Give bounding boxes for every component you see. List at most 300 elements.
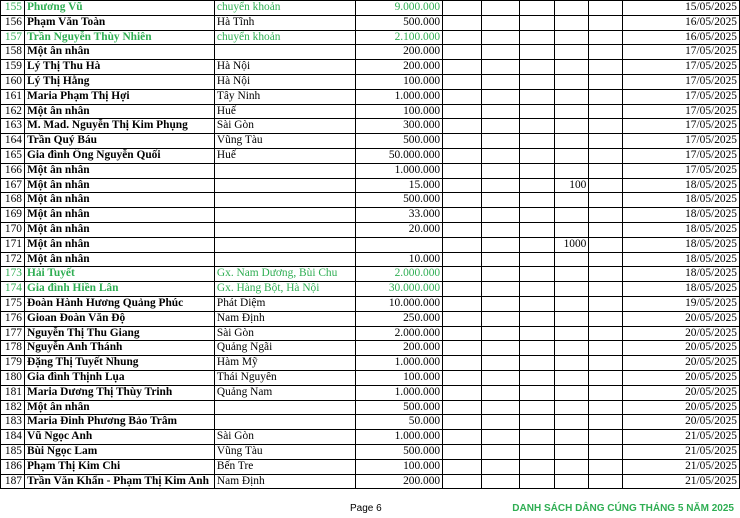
empty-cell <box>481 45 519 60</box>
donation-date: 16/05/2025 <box>622 15 739 30</box>
donation-amount: 500.000 <box>355 134 442 149</box>
empty-cell <box>589 163 623 178</box>
donor-name: Đoàn Hành Hương Quảng Phúc <box>24 296 214 311</box>
empty-cell <box>443 60 481 75</box>
table-row <box>1 222 740 237</box>
table-row <box>1 148 740 163</box>
usd-amount <box>554 444 589 459</box>
donation-amount: 100.000 <box>355 104 442 119</box>
donation-date: 18/05/2025 <box>622 267 739 282</box>
empty-cell <box>481 222 519 237</box>
usd-amount <box>554 430 589 445</box>
empty-cell <box>481 15 519 30</box>
empty-cell <box>589 104 623 119</box>
empty-cell <box>520 326 555 341</box>
row-number: 183 <box>1 415 25 430</box>
empty-cell <box>443 222 481 237</box>
usd-amount: 100 <box>554 178 589 193</box>
donor-address <box>214 163 355 178</box>
usd-amount <box>554 459 589 474</box>
usd-amount <box>554 385 589 400</box>
donation-date: 21/05/2025 <box>622 444 739 459</box>
donor-name: Gia đình Thịnh Lụa <box>24 370 214 385</box>
document-title: DANH SÁCH DÂNG CÚNG THÁNG 5 NĂM 2025 <box>512 503 734 514</box>
donation-amount: 500.000 <box>355 444 442 459</box>
donation-amount: 2.000.000 <box>355 326 442 341</box>
donation-amount: 300.000 <box>355 119 442 134</box>
donation-date: 17/05/2025 <box>622 119 739 134</box>
donor-address: Sài Gòn <box>214 119 355 134</box>
empty-cell <box>589 119 623 134</box>
donor-name: Một ân nhân <box>24 208 214 223</box>
donation-amount: 250.000 <box>355 311 442 326</box>
donation-date: 18/05/2025 <box>622 193 739 208</box>
empty-cell <box>443 15 481 30</box>
donation-date: 17/05/2025 <box>622 163 739 178</box>
usd-amount <box>554 1 589 16</box>
empty-cell <box>589 430 623 445</box>
donor-address: Hà Tĩnh <box>214 15 355 30</box>
usd-amount <box>554 311 589 326</box>
row-number: 176 <box>1 311 25 326</box>
empty-cell <box>481 134 519 149</box>
empty-cell <box>589 326 623 341</box>
empty-cell <box>481 1 519 16</box>
donation-amount: 2.000.000 <box>355 267 442 282</box>
table-row <box>1 163 740 178</box>
empty-cell <box>520 400 555 415</box>
donor-name: Vũ Ngọc Anh <box>24 430 214 445</box>
donor-address <box>214 178 355 193</box>
donation-date: 21/05/2025 <box>622 430 739 445</box>
empty-cell <box>443 311 481 326</box>
usd-amount <box>554 134 589 149</box>
donor-address <box>214 252 355 267</box>
empty-cell <box>481 30 519 45</box>
donation-date: 20/05/2025 <box>622 326 739 341</box>
table-row <box>1 30 740 45</box>
empty-cell <box>589 30 623 45</box>
row-number: 178 <box>1 341 25 356</box>
empty-cell <box>520 104 555 119</box>
table-row <box>1 356 740 371</box>
empty-cell <box>589 134 623 149</box>
donor-address: Phát Diệm <box>214 296 355 311</box>
empty-cell <box>443 370 481 385</box>
donor-address: Nam Định <box>214 311 355 326</box>
row-number: 158 <box>1 45 25 60</box>
row-number: 180 <box>1 370 25 385</box>
row-number: 177 <box>1 326 25 341</box>
row-number: 181 <box>1 385 25 400</box>
row-number: 164 <box>1 134 25 149</box>
empty-cell <box>481 444 519 459</box>
row-number: 168 <box>1 193 25 208</box>
donation-date: 21/05/2025 <box>622 459 739 474</box>
row-number: 159 <box>1 60 25 75</box>
table-row <box>1 459 740 474</box>
table-row <box>1 311 740 326</box>
donor-address: Sài Gòn <box>214 326 355 341</box>
empty-cell <box>589 60 623 75</box>
empty-cell <box>520 148 555 163</box>
empty-cell <box>481 267 519 282</box>
donation-date: 17/05/2025 <box>622 104 739 119</box>
donation-amount: 200.000 <box>355 45 442 60</box>
empty-cell <box>520 60 555 75</box>
usd-amount <box>554 60 589 75</box>
empty-cell <box>481 60 519 75</box>
donation-date: 17/05/2025 <box>622 89 739 104</box>
donor-name: M. Mad. Nguyễn Thị Kim Phụng <box>24 119 214 134</box>
donation-date: 20/05/2025 <box>622 370 739 385</box>
usd-amount <box>554 296 589 311</box>
row-number: 179 <box>1 356 25 371</box>
donor-name: Hải Tuyết <box>24 267 214 282</box>
usd-amount <box>554 119 589 134</box>
usd-amount <box>554 222 589 237</box>
empty-cell <box>481 341 519 356</box>
donation-amount: 1.000.000 <box>355 163 442 178</box>
empty-cell <box>443 474 481 489</box>
donation-amount: 1.000.000 <box>355 430 442 445</box>
row-number: 172 <box>1 252 25 267</box>
donor-name: Lý Thị Thu Hà <box>24 60 214 75</box>
donor-name: Gia đình Hiền Lân <box>24 282 214 297</box>
table-row <box>1 15 740 30</box>
donor-address <box>214 415 355 430</box>
donation-date: 20/05/2025 <box>622 385 739 400</box>
donor-name: Phương Vũ <box>24 1 214 16</box>
empty-cell <box>481 74 519 89</box>
donation-amount: 200.000 <box>355 474 442 489</box>
usd-amount <box>554 15 589 30</box>
empty-cell <box>589 252 623 267</box>
donation-date: 21/05/2025 <box>622 474 739 489</box>
table-row <box>1 134 740 149</box>
empty-cell <box>520 134 555 149</box>
donation-date: 20/05/2025 <box>622 311 739 326</box>
donor-name: Một ân nhân <box>24 222 214 237</box>
donor-name: Một ân nhân <box>24 45 214 60</box>
donation-amount: 1.000.000 <box>355 385 442 400</box>
usd-amount <box>554 104 589 119</box>
donor-address: Thái Nguyên <box>214 370 355 385</box>
empty-cell <box>520 474 555 489</box>
table-row <box>1 430 740 445</box>
donor-name: Maria Phạm Thị Hợi <box>24 89 214 104</box>
usd-amount <box>554 474 589 489</box>
empty-cell <box>589 311 623 326</box>
donation-date: 17/05/2025 <box>622 148 739 163</box>
donation-amount <box>355 237 442 252</box>
table-row <box>1 193 740 208</box>
donor-address: Gx. Nam Dương, Bùi Chu <box>214 267 355 282</box>
empty-cell <box>520 208 555 223</box>
donation-amount: 15.000 <box>355 178 442 193</box>
donor-address: chuyển khoản <box>214 1 355 16</box>
empty-cell <box>520 193 555 208</box>
donation-date: 17/05/2025 <box>622 134 739 149</box>
empty-cell <box>520 45 555 60</box>
empty-cell <box>589 237 623 252</box>
empty-cell <box>481 311 519 326</box>
usd-amount <box>554 74 589 89</box>
empty-cell <box>520 385 555 400</box>
donation-amount: 100.000 <box>355 370 442 385</box>
donation-date: 17/05/2025 <box>622 74 739 89</box>
table-row <box>1 400 740 415</box>
table-row <box>1 1 740 16</box>
donation-amount: 200.000 <box>355 60 442 75</box>
empty-cell <box>589 74 623 89</box>
table-row <box>1 282 740 297</box>
table-row <box>1 237 740 252</box>
empty-cell <box>589 400 623 415</box>
empty-cell <box>589 267 623 282</box>
empty-cell <box>520 178 555 193</box>
usd-amount <box>554 208 589 223</box>
empty-cell <box>443 326 481 341</box>
row-number: 156 <box>1 15 25 30</box>
empty-cell <box>520 1 555 16</box>
empty-cell <box>443 163 481 178</box>
empty-cell <box>589 89 623 104</box>
donor-name: Một ân nhân <box>24 193 214 208</box>
donor-name: Một ân nhân <box>24 163 214 178</box>
donor-address <box>214 400 355 415</box>
empty-cell <box>481 430 519 445</box>
donation-date: 18/05/2025 <box>622 252 739 267</box>
usd-amount <box>554 400 589 415</box>
empty-cell <box>481 385 519 400</box>
empty-cell <box>520 15 555 30</box>
empty-cell <box>481 178 519 193</box>
empty-cell <box>481 148 519 163</box>
donation-date: 20/05/2025 <box>622 341 739 356</box>
empty-cell <box>481 193 519 208</box>
donor-name: Gioan Đoàn Văn Độ <box>24 311 214 326</box>
donation-rows <box>1 1 740 489</box>
row-number: 169 <box>1 208 25 223</box>
empty-cell <box>481 89 519 104</box>
row-number: 170 <box>1 222 25 237</box>
empty-cell <box>481 356 519 371</box>
usd-amount: 1000 <box>554 237 589 252</box>
donor-address: Quảng Ngãi <box>214 341 355 356</box>
empty-cell <box>589 341 623 356</box>
empty-cell <box>589 193 623 208</box>
usd-amount <box>554 356 589 371</box>
empty-cell <box>520 341 555 356</box>
empty-cell <box>481 370 519 385</box>
empty-cell <box>443 30 481 45</box>
table-row <box>1 45 740 60</box>
table-row <box>1 415 740 430</box>
donor-address: Huế <box>214 104 355 119</box>
usd-amount <box>554 163 589 178</box>
donor-address: Vũng Tàu <box>214 134 355 149</box>
usd-amount <box>554 415 589 430</box>
empty-cell <box>443 415 481 430</box>
empty-cell <box>481 459 519 474</box>
empty-cell <box>481 163 519 178</box>
row-number: 182 <box>1 400 25 415</box>
empty-cell <box>520 30 555 45</box>
usd-amount <box>554 89 589 104</box>
usd-amount <box>554 282 589 297</box>
row-number: 157 <box>1 30 25 45</box>
donation-amount: 30.000.000 <box>355 282 442 297</box>
empty-cell <box>589 459 623 474</box>
donor-name: Một ân nhân <box>24 237 214 252</box>
empty-cell <box>589 148 623 163</box>
donor-address: chuyển khoản <box>214 30 355 45</box>
empty-cell <box>520 459 555 474</box>
donation-date: 19/05/2025 <box>622 296 739 311</box>
empty-cell <box>443 400 481 415</box>
empty-cell <box>443 104 481 119</box>
donation-date: 16/05/2025 <box>622 30 739 45</box>
empty-cell <box>481 296 519 311</box>
empty-cell <box>589 474 623 489</box>
empty-cell <box>481 415 519 430</box>
empty-cell <box>443 74 481 89</box>
empty-cell <box>481 282 519 297</box>
empty-cell <box>481 119 519 134</box>
donor-address <box>214 193 355 208</box>
row-number: 187 <box>1 474 25 489</box>
donation-date: 17/05/2025 <box>622 45 739 60</box>
table-row <box>1 60 740 75</box>
empty-cell <box>443 89 481 104</box>
donor-address: Hà Nội <box>214 74 355 89</box>
empty-cell <box>443 459 481 474</box>
table-row <box>1 89 740 104</box>
donor-name: Một ân nhân <box>24 400 214 415</box>
empty-cell <box>589 15 623 30</box>
empty-cell <box>520 311 555 326</box>
donation-amount: 1.000.000 <box>355 89 442 104</box>
usd-amount <box>554 30 589 45</box>
empty-cell <box>589 296 623 311</box>
empty-cell <box>520 444 555 459</box>
empty-cell <box>443 193 481 208</box>
donor-name: Maria Đinh Phương Bảo Trâm <box>24 415 214 430</box>
empty-cell <box>443 148 481 163</box>
donor-address <box>214 208 355 223</box>
empty-cell <box>443 45 481 60</box>
empty-cell <box>520 430 555 445</box>
empty-cell <box>589 282 623 297</box>
donation-date: 15/05/2025 <box>622 1 739 16</box>
empty-cell <box>589 385 623 400</box>
usd-amount <box>554 267 589 282</box>
row-number: 161 <box>1 89 25 104</box>
table-row <box>1 119 740 134</box>
usd-amount <box>554 252 589 267</box>
donation-amount: 100.000 <box>355 459 442 474</box>
empty-cell <box>481 400 519 415</box>
donor-name: Một ân nhân <box>24 178 214 193</box>
donation-date: 18/05/2025 <box>622 178 739 193</box>
donor-address: Vũng Tàu <box>214 444 355 459</box>
empty-cell <box>520 222 555 237</box>
empty-cell <box>520 415 555 430</box>
donor-address: Hàm Mỹ <box>214 356 355 371</box>
donor-name: Phạm Thị Kim Chi <box>24 459 214 474</box>
row-number: 175 <box>1 296 25 311</box>
empty-cell <box>443 282 481 297</box>
donor-name: Trần Nguyễn Thùy Nhiên <box>24 30 214 45</box>
donation-date: 20/05/2025 <box>622 415 739 430</box>
empty-cell <box>481 474 519 489</box>
empty-cell <box>443 444 481 459</box>
empty-cell <box>520 252 555 267</box>
donation-amount: 10.000.000 <box>355 296 442 311</box>
donor-address: Gx. Hàng Bột, Hà Nội <box>214 282 355 297</box>
donor-address: Hà Nội <box>214 60 355 75</box>
empty-cell <box>589 444 623 459</box>
donation-amount: 500.000 <box>355 15 442 30</box>
table-row <box>1 341 740 356</box>
table-row <box>1 474 740 489</box>
usd-amount <box>554 341 589 356</box>
empty-cell <box>589 45 623 60</box>
empty-cell <box>481 237 519 252</box>
donor-name: Một ân nhân <box>24 252 214 267</box>
donor-name: Một ân nhân <box>24 104 214 119</box>
empty-cell <box>520 74 555 89</box>
row-number: 166 <box>1 163 25 178</box>
empty-cell <box>589 1 623 16</box>
empty-cell <box>443 119 481 134</box>
donor-address: Sài Gòn <box>214 430 355 445</box>
donor-address: Tây Ninh <box>214 89 355 104</box>
donation-date: 18/05/2025 <box>622 222 739 237</box>
table-row <box>1 370 740 385</box>
row-number: 162 <box>1 104 25 119</box>
donor-name: Phạm Văn Toàn <box>24 15 214 30</box>
empty-cell <box>520 119 555 134</box>
empty-cell <box>443 178 481 193</box>
table-row <box>1 104 740 119</box>
empty-cell <box>481 252 519 267</box>
empty-cell <box>443 237 481 252</box>
donor-name: Maria Dương Thị Thùy Trinh <box>24 385 214 400</box>
empty-cell <box>520 237 555 252</box>
empty-cell <box>443 1 481 16</box>
donor-name: Đặng Thị Tuyết Nhung <box>24 356 214 371</box>
donation-date: 18/05/2025 <box>622 282 739 297</box>
donor-address: Quảng Nam <box>214 385 355 400</box>
empty-cell <box>443 296 481 311</box>
table-row <box>1 444 740 459</box>
donation-amount: 50.000 <box>355 415 442 430</box>
row-number: 186 <box>1 459 25 474</box>
empty-cell <box>443 356 481 371</box>
table-row <box>1 296 740 311</box>
donor-name: Nguyễn Thị Thu Giang <box>24 326 214 341</box>
empty-cell <box>443 430 481 445</box>
donation-amount: 33.000 <box>355 208 442 223</box>
empty-cell <box>589 208 623 223</box>
row-number: 184 <box>1 430 25 445</box>
donation-date: 20/05/2025 <box>622 400 739 415</box>
empty-cell <box>443 134 481 149</box>
donation-amount: 200.000 <box>355 341 442 356</box>
donation-date: 17/05/2025 <box>622 60 739 75</box>
